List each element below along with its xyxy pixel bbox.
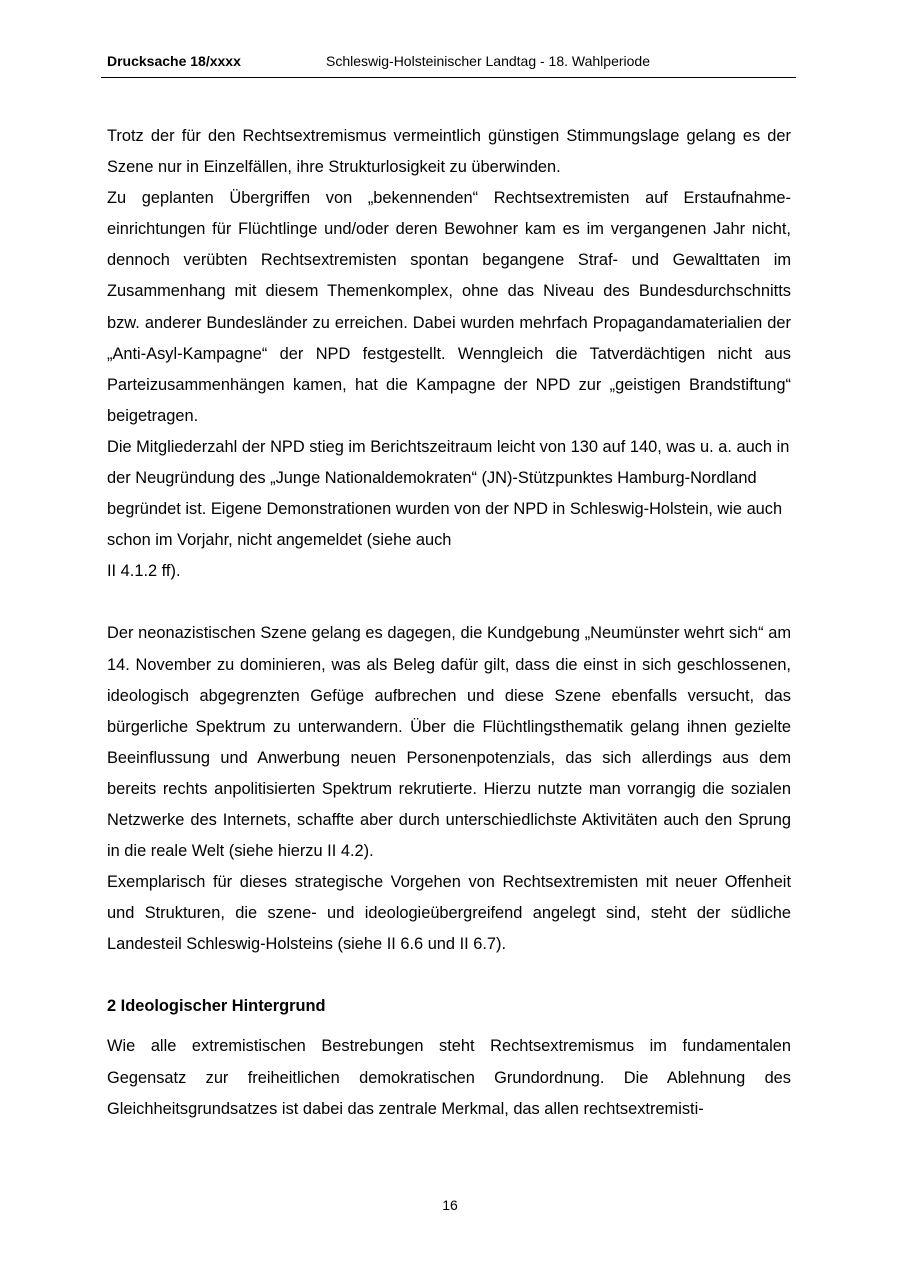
paragraph-3-reference: II 4.1.2 ff).: [107, 562, 181, 581]
paragraph-2: Zu geplanten Übergriffen von „bekennenden“ Rechtsextremisten auf Erstaufnahmeeinrichtungen für Flüchtlinge und/oder deren Bewohner kam es im vergangenen Jahr nicht, dennoch verübten Rechtsextremisten spontan begangene Straf- und Gewalttaten im Zusammenhang mit diesem Themenkomplex, ohne das Niveau des Bundesdurchschnitts bzw. anderer Bundesländer zu erreichen. Dabei wurden mehrfach Propagandamaterialien der „Anti-Asyl-Kampagne“ der NPD festgestellt. Wenngleich die Tatverdächtigen nicht aus Parteizusammenhängen kamen, hat die Kampagne der NPD zur „geistigen Brandstiftung“ beigetragen.: [107, 189, 791, 425]
paragraph-3: Die Mitgliederzahl der NPD stieg im Berichtszeitraum leicht von 130 auf 140, was u. a. auch in der Neugründung des „Junge Nationaldemokraten“ (JN)-Stützpunktes Hamburg-Nordland begründet ist. Eigene Demonstrationen wurden von der NPD in Schleswig-Holstein, wie auch schon im Vorjahr, nicht angemeldet (siehe auch: [107, 437, 790, 550]
document-number: Drucksache 18/xxxx: [107, 53, 241, 69]
paragraph-1: Trotz der für den Rechtsextremismus vermeintlich günstigen Stimmungslage gelang es der Szene nur in Einzelfällen, ihre Strukturlosigkeit zu überwinden.: [107, 127, 791, 177]
paragraph-5: Exemplarisch für dieses strategische Vorgehen von Rechtsextremisten mit neuer Offenheit und Strukturen, die szene- und ideologieübergreifend angelegt sind, steht der südliche Landesteil Schleswig-Holsteins (siehe II 6.6 und II 6.7).: [107, 873, 791, 954]
paragraph-6: Wie alle extremistischen Bestrebungen steht Rechtsextremismus im fundamentalen Gegensatz zur freiheitlichen demokratischen Grundordnung. Die Ablehnung des Gleichheitsgrundsatzes ist dabei das zentrale Merkmal, das allen rechtsextremisti-: [107, 1037, 791, 1118]
section-heading: 2 Ideologischer Hintergrund: [107, 997, 326, 1016]
paragraph-4: Der neonazistischen Szene gelang es dagegen, die Kundgebung „Neumünster wehrt sich“ am 14. November zu dominieren, was als Beleg dafür gilt, dass die einst in sich geschlossenen, ideologisch abgegrenzten Gefüge aufbrechen und diese Szene ebenfalls versucht, das bürgerliche Spektrum zu unterwandern. Über die Flüchtlingsthematik gelang ihnen gezielte Beeinflussung und Anwerbung neuen Personenpotenzials, das sich allerdings aus dem bereits rechts anpolitisierten Spektrum rekrutierte. Hierzu nutzte man vorrangig die sozialen Netzwerke des Internets, schaffte aber durch unterschiedlichste Aktivitäten auch den Sprung in die reale Welt (siehe hierzu II 4.2).: [107, 624, 791, 861]
document-body: [107, 121, 791, 1125]
page-header: [101, 50, 796, 78]
page-number: 16: [442, 1197, 458, 1213]
document-title: Schleswig-Holsteinischer Landtag - 18. Wahlperiode: [326, 53, 650, 69]
